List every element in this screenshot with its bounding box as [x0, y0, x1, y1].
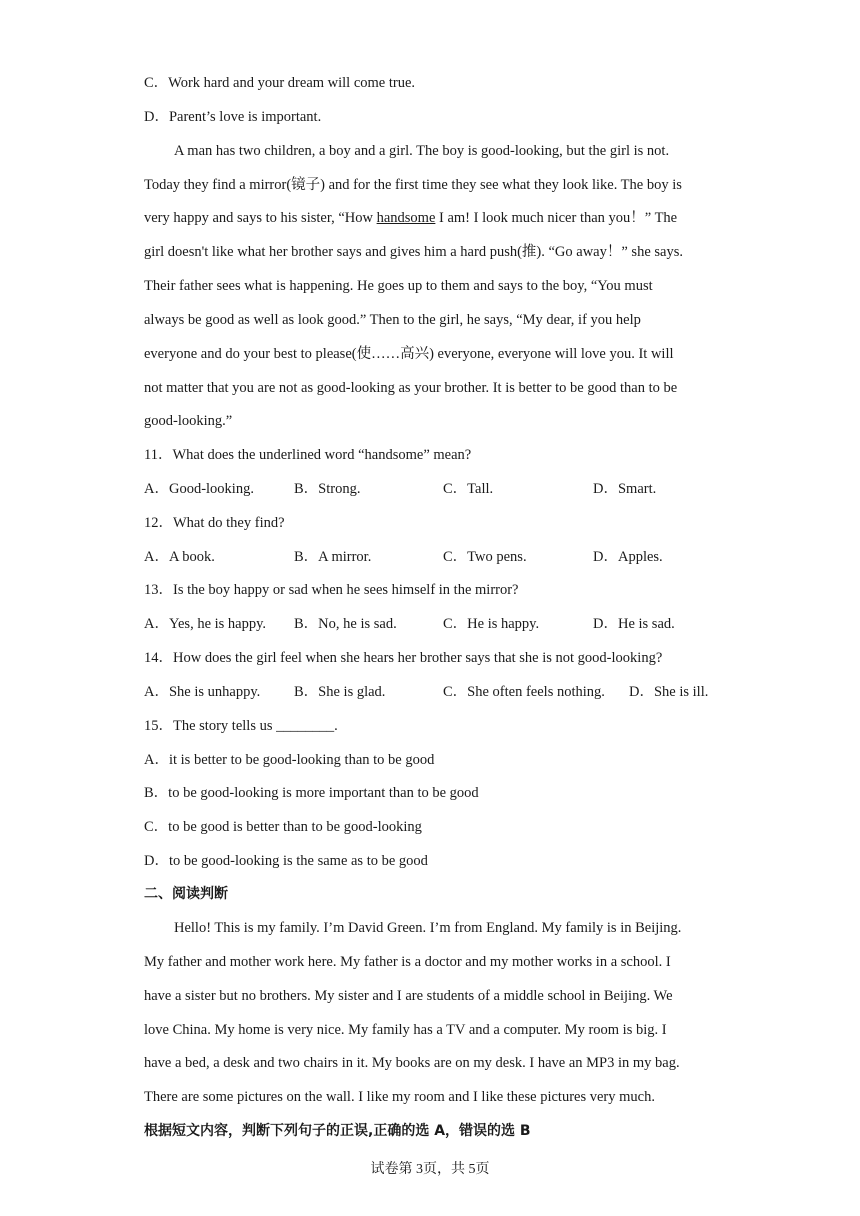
- q15-stem: 15．The story tells us ________.: [144, 718, 338, 734]
- q11-option-c[interactable]: C．Tall.: [443, 481, 494, 497]
- q12-option-b[interactable]: B．A mirror.: [294, 549, 372, 565]
- q14-option-a[interactable]: A．She is unhappy.: [144, 684, 261, 700]
- passage1-line: [144, 208, 677, 228]
- q14-option-c[interactable]: C．She often feels nothing.: [443, 684, 605, 700]
- passage1-line: A man has two children, a boy and a girl. The boy is good-looking, but the girl is not.: [174, 143, 670, 159]
- passage2-line: There are some pictures on the wall. I like my room and I like these pictures very much.: [144, 1089, 655, 1105]
- q15-option-a[interactable]: A．it is better to be good-looking than to be good: [144, 752, 435, 768]
- passage1-text: I am! I look much nicer than you！” The: [435, 210, 678, 226]
- q13-option-a[interactable]: A．Yes, he is happy.: [144, 616, 267, 632]
- passage1-line: Their father sees what is happening. He goes up to them and says to the boy, “You must: [144, 278, 653, 294]
- q11-option-d[interactable]: D．Smart.: [593, 481, 657, 497]
- q14-stem: 14．How does the girl feel when she hears her brother says that she is not good-looking?: [144, 650, 663, 666]
- passage1-line: not matter that you are not as good-looking as your brother. It is better to be good than to be: [144, 380, 678, 396]
- q15-option-c[interactable]: C．to be good is better than to be good-looking: [144, 819, 422, 835]
- q14-option-b[interactable]: B．She is glad.: [294, 684, 386, 700]
- q15-option-d[interactable]: D．to be good-looking is the same as to be good: [144, 853, 428, 869]
- q11-stem: 11．What does the underlined word “handsome” mean?: [144, 447, 472, 463]
- passage1-line: good-looking.”: [144, 413, 233, 429]
- q11-option-a[interactable]: A．Good-looking.: [144, 481, 254, 497]
- q12-option-a[interactable]: A．A book.: [144, 549, 215, 565]
- q13-option-b[interactable]: B．No, he is sad.: [294, 616, 397, 632]
- underlined-word: handsome: [376, 210, 436, 226]
- instruction: 根据短文内容，判断下列句子的正误,正确的选 A，错误的选 B: [144, 1123, 531, 1139]
- q10-option-d: D．Parent’s love is important.: [144, 109, 322, 125]
- q13-option-c[interactable]: C．He is happy.: [443, 616, 540, 632]
- section-heading: 二、阅读判断: [144, 886, 228, 902]
- passage2-line: My father and mother work here. My father is a doctor and my mother works in a school. I: [144, 954, 671, 970]
- q13-option-d[interactable]: D．He is sad.: [593, 616, 675, 632]
- q12-option-c[interactable]: C．Two pens.: [443, 549, 527, 565]
- page-footer: 试卷第 3页，共 5页: [370, 1162, 490, 1177]
- passage1-text: very happy and says to his sister, “How: [144, 210, 377, 226]
- passage1-line: girl doesn't like what her brother says and gives him a hard push(推). “Go away！” she says.: [144, 244, 683, 260]
- passage2-line: Hello! This is my family. I’m David Green. I’m from England. My family is in Beijing.: [174, 920, 682, 936]
- passage1-line: Today they find a mirror(镜子) and for the first time they see what they look like. The boy is: [144, 177, 682, 193]
- passage1-line: always be good as well as look good.” Then to the girl, he says, “My dear, if you help: [144, 312, 641, 328]
- passage2-line: have a sister but no brothers. My sister and I are students of a middle school in Beijing. We: [144, 988, 673, 1004]
- q15-option-b[interactable]: B．to be good-looking is more important than to be good: [144, 785, 479, 801]
- passage2-line: have a bed, a desk and two chairs in it. My books are on my desk. I have an MP3 in my bag.: [144, 1055, 680, 1071]
- q11-option-b[interactable]: B．Strong.: [294, 481, 361, 497]
- q12-option-d[interactable]: D．Apples.: [593, 549, 663, 565]
- passage2-line: love China. My home is very nice. My family has a TV and a computer. My room is big. I: [144, 1022, 667, 1038]
- q12-stem: 12．What do they find?: [144, 515, 285, 531]
- q14-option-d[interactable]: D．She is ill.: [629, 684, 709, 700]
- q10-option-c: C．Work hard and your dream will come true.: [144, 75, 416, 91]
- q13-stem: 13．Is the boy happy or sad when he sees himself in the mirror?: [144, 582, 519, 598]
- passage1-line: everyone and do your best to please(使……高兴) everyone, everyone will love you. It will: [144, 346, 674, 362]
